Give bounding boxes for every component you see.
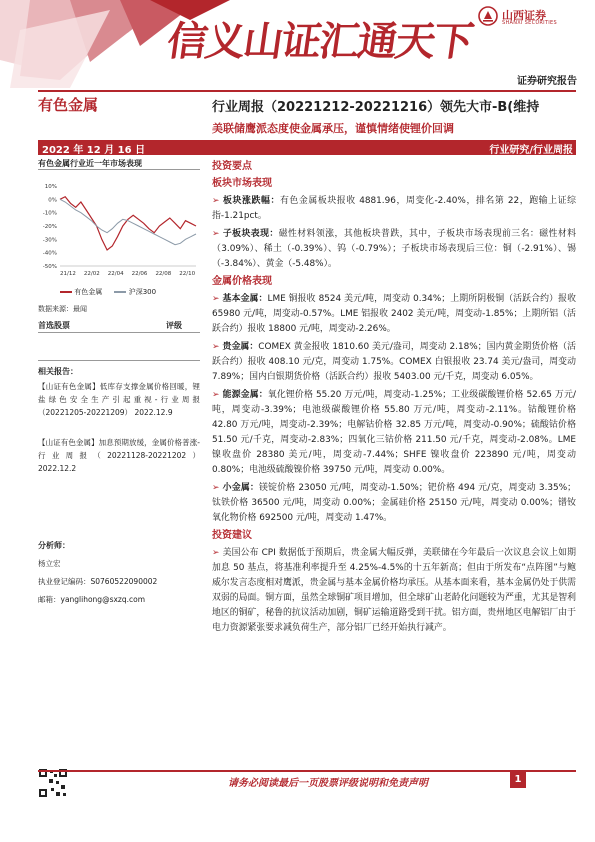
y-tick-label: -20% — [42, 224, 57, 230]
main-content — [212, 160, 576, 639]
bullet-arrow-icon: ➢ — [212, 342, 220, 352]
page-number: 1 — [510, 772, 526, 788]
sector-name: 有色金属 — [38, 96, 99, 114]
paragraph-text: LME 铜报收 8524 美元/吨，周变动 0.34%；上期所阴极铜（活跃合约）报收 65980 元/吨，周变动-0.57%。LME 铝报收 2402 美元/吨，周变动-1.85%；上期所铝（活跃合约）报收 18800 元/吨，周变动-2.26%。 — [212, 294, 577, 334]
bullet-arrow-icon: ➢ — [212, 229, 220, 239]
stock-table-rule — [38, 332, 200, 333]
paragraph-label: 基本金属： — [222, 294, 268, 304]
paragraph-label: 能源金属： — [222, 390, 268, 400]
paragraph-text: 美国公布 CPI 数据低于预期后，贵金属大幅反弹，美联储在今年最后一次议息会议上如期加息 50 基点，将基准利率提升至 4.25%-4.5%的十五年新高；但由于所发布“点阵图”与鲍威尔发言态度相对鹰派，贵金属与基本金属价格均承压。从基本面来看，基本金属仍处于供需双弱的局面。铜方面，虽然全球铜矿项目增加，但全球矿山老龄化问题较为严重，尤其是智利地区的铜矿，秘鲁的抗议活动加剧，铜矿运输道路受到干扰。铝方面，贵州地区电解铝厂由于电力资源紧张要求减负荷生产，部分铝厂已经开始执行减产。 — [212, 548, 576, 633]
paragraph-subsector — [212, 227, 576, 272]
company-name-cn: 山西证券 — [502, 9, 546, 22]
stock-table-header — [38, 320, 200, 331]
company-name-en: SHANXI SECURITIES — [502, 20, 557, 26]
x-tick-label: 22/06 — [131, 271, 148, 277]
bullet-arrow-icon: ➢ — [212, 483, 220, 493]
y-tick-label: -30% — [42, 237, 57, 244]
report-category: 行业研究/行业周报 — [489, 145, 573, 156]
x-tick-label: 22/02 — [83, 271, 100, 277]
report-title: 行业周报（20221212-20221216） — [212, 100, 441, 115]
paragraph-text: 氧化锂价格 55.20 万元/吨，周变动-1.25%；工业级碳酸锂价格 52.65 万元/吨，周变动-3.39%；电池级碳酸锂价格 55.80 万元/吨，周变动-2.11%。钴酸锂价格 42.80 万元/吨，周变动-2.39%；电解钴价格 32.85 万元/吨，周变动-0.90%；硫酸钴价格 51.50 元/千克，周变动-2.83%；四氧化三钴价格 211.50 元/千克，周变动-2.08%。LME 镍收盘价 28380 美元/吨，周变动-7.44%；SHFE 镍收盘价 223890 元/吨，周变动 0.80%；电池级硫酸镍价格 39750 元/吨，周变动 0.00%。 — [212, 390, 576, 475]
company-logo-icon — [478, 6, 498, 26]
company-logo — [478, 6, 588, 28]
legend-label-index: 沪深300 — [128, 288, 157, 296]
bullet-arrow-icon: ➢ — [212, 294, 220, 304]
chart-legend — [60, 287, 156, 297]
chart-title: 有色金属行业近一年市场表现 — [38, 159, 142, 168]
y-tick-label: 10% — [44, 184, 57, 190]
paragraph-energy-metals — [212, 388, 576, 478]
section-heading: 投资要点 — [212, 161, 252, 172]
x-tick-label: 22/08 — [155, 271, 172, 277]
stock-header-rating: 评级 — [166, 321, 182, 330]
report-subtitle: 美联储鹰派态度使金属承压，谨慎情绪使锂价回调 — [212, 122, 454, 135]
paragraph-label: 贵金属： — [222, 342, 259, 352]
series-line-index — [60, 199, 196, 244]
y-tick-label: -10% — [42, 210, 57, 217]
header-rule — [38, 90, 576, 92]
legend-label-sector: 有色金属 — [74, 288, 103, 296]
analyst-email[interactable]: 邮箱：yanglihong@sxzq.com — [38, 595, 146, 604]
disclaimer: 请务必阅读最后一页股票评级说明和免责声明 — [228, 778, 428, 789]
related-report-link[interactable]: 【山证有色金属】低库存支撑金属价格回暖，锂盐绿色安全生产引起重视-行业周报（20221205-20221209） 2022.12.9 — [38, 382, 200, 417]
rating: 领先大市-B(维持 — [440, 100, 540, 115]
y-tick-label: -50% — [42, 264, 57, 270]
analyst-name: 杨立宏 — [38, 559, 61, 568]
paragraph-base-metals — [212, 292, 576, 337]
paragraph-label: 子板块表现： — [222, 229, 279, 239]
subsection-heading: 板块市场表现 — [212, 178, 272, 189]
legend-swatch-sector — [60, 291, 72, 293]
y-tick-label: 0% — [48, 197, 57, 204]
legend-swatch-index — [114, 291, 126, 293]
x-tick-label: 22/10 — [179, 271, 196, 277]
paragraph-precious-metals — [212, 340, 576, 385]
report-type: 证券研究报告 — [517, 76, 577, 87]
bullet-arrow-icon: ➢ — [212, 196, 220, 206]
paragraph-sector-change — [212, 194, 576, 224]
footer-rule — [38, 770, 576, 772]
qr-code-icon — [38, 768, 68, 798]
report-date: 2022 年 12 月 16 日 — [42, 145, 146, 156]
related-report-link[interactable]: 【山证有色金属】加息预期放缓，金属价格普涨-行业周报（20221128-20221202） 2022.12.2 — [38, 438, 200, 473]
slogan: 信义山证汇通天下 — [164, 18, 475, 65]
section-heading: 投资建议 — [212, 530, 252, 541]
chart-series — [60, 197, 196, 250]
paragraph-text: 有色金属板块报收 4881.96，周变化-2.40%，排名第 22，跑输上证综指-1.21pct。 — [212, 196, 576, 221]
x-tick-label: 22/04 — [107, 271, 124, 277]
bullet-arrow-icon: ➢ — [212, 390, 220, 400]
bullet-arrow-icon: ➢ — [212, 548, 220, 558]
stock-table-rule — [38, 360, 200, 361]
x-axis-ticks — [60, 271, 196, 277]
analyst-label: 分析师： — [38, 541, 70, 550]
paragraph-label: 板块涨跌幅： — [222, 196, 280, 206]
paragraph-minor-metals — [212, 481, 576, 526]
analyst-license: 执业登记编码：S0760522090002 — [38, 577, 158, 586]
data-source: 数据来源：最闻 — [38, 305, 87, 313]
paragraph-text: COMEX 黄金报收 1810.60 美元/盎司，周变动 2.18%；国内黄金期货价格（活跃合约）报收 408.10 元/克，周变动 1.75%。COMEX 白银报收 23.74 美元/盎司，周变动 7.89%；国内白银期货价格（活跃合约）报收 5403.00 元/千克，周变动 6.05%。 — [212, 342, 577, 382]
y-tick-label: -40% — [42, 250, 57, 257]
paragraph-text: 磁性材料领涨，其他板块普跌，其中，子板块市场表现前三名：磁性材料（3.09%）、稀土（-0.39%）、钨（-0.79%）；子板块市场表现后三位：铜（-2.91%）、锡（-3.84%）、黄金（-5.48%）。 — [212, 229, 577, 269]
paragraph-investment-advice — [212, 546, 576, 636]
x-tick-label: 21/12 — [60, 271, 76, 277]
paragraph-text: 镁锭价格 23050 元/吨，周变动-1.50%；钯价格 494 元/克，周变动 3.35%；钛铁价格 36500 元/吨，周变动 0.00%；金属硅价格 25150 元/吨，周变动 0.00%；镨钕氧化物价格 692500 元/吨，周变动 1.47%。 — [212, 483, 576, 523]
market-performance-chart — [36, 182, 204, 280]
chart-rule — [38, 169, 200, 170]
series-line-sector — [60, 197, 196, 250]
stock-header-stock: 首选股票 — [38, 321, 70, 330]
related-reports-title: 相关报告： — [38, 367, 78, 376]
paragraph-label: 小金属： — [222, 483, 260, 493]
subsection-heading: 金属价格表现 — [212, 276, 272, 287]
